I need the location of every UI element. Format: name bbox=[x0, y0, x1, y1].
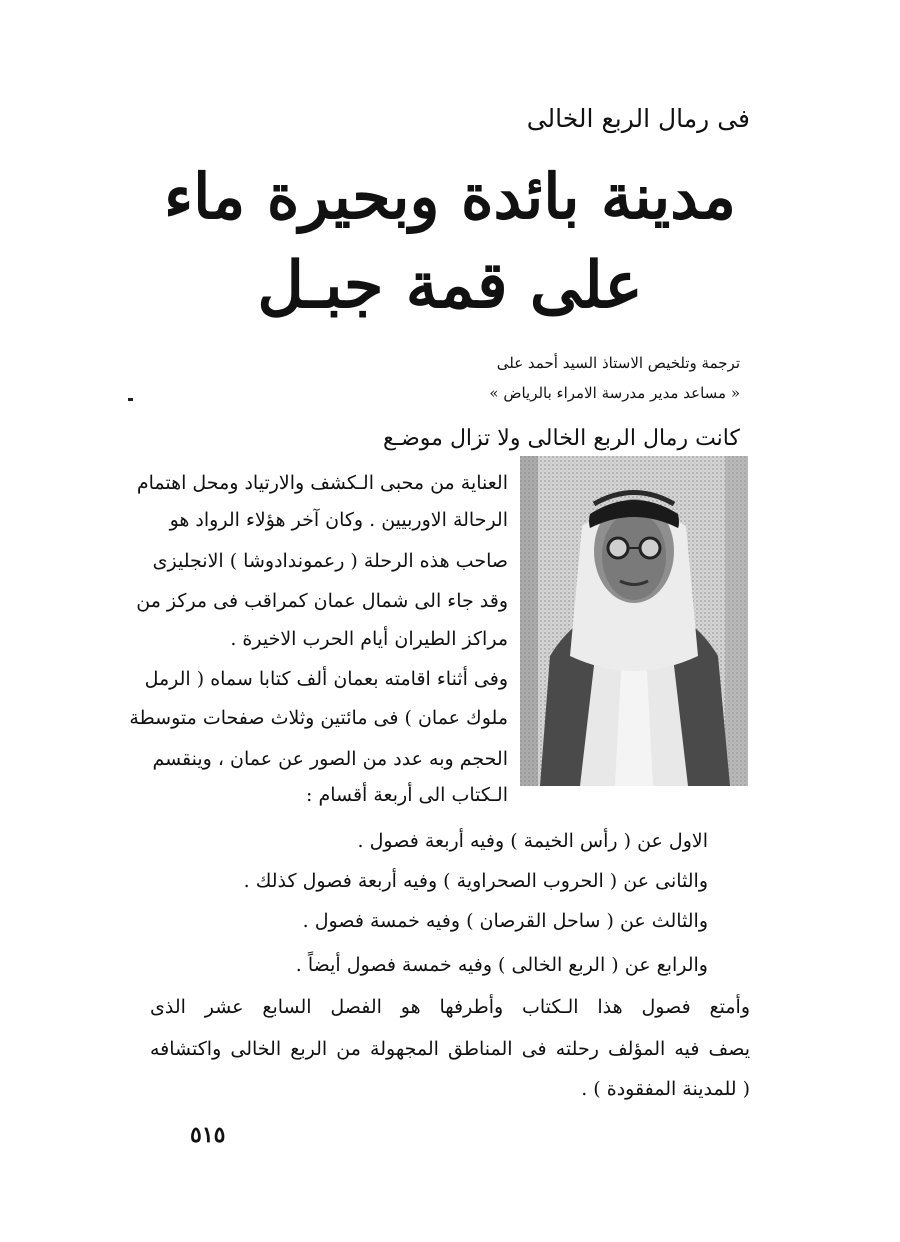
body-line: الحجم وبه عدد من الصور عن عمان ، وينقسم bbox=[152, 748, 508, 770]
body-line: وأمتع فصول هذا الـكتاب وأطرفها هو الفصل السابع عشر الذى bbox=[150, 996, 750, 1018]
body-line: مراكز الطيران أيام الحرب الاخيرة . bbox=[230, 628, 508, 650]
body-line: ( للمدينة المفقودة ) . bbox=[581, 1078, 750, 1100]
translator-affiliation: « مساعد مدير مدرسة الامراء بالرياض » bbox=[489, 384, 740, 402]
body-line: صاحب هذه الرحلة ( رعموندادوشا ) الانجليزى bbox=[152, 550, 508, 572]
body-line: يصف فيه المؤلف رحلته فى المناطق المجهولة من الربع الخالى واكتشافه bbox=[150, 1038, 750, 1060]
page-number: ٥١٥ bbox=[190, 1122, 226, 1148]
body-line: وقد جاء الى شمال عمان كمراقب فى مركز من bbox=[136, 590, 508, 612]
body-line: والثانى عن ( الحروب الصحراوية ) وفيه أربعة فصول كذلك . bbox=[243, 870, 708, 892]
body-line: كانت رمال الربع الخالى ولا تزال موضـع bbox=[382, 426, 740, 451]
body-line: وفى أثناء اقامته بعمان ألف كتابا سماه ( الرمل bbox=[144, 668, 508, 690]
print-speck bbox=[128, 398, 133, 401]
body-line: الاول عن ( رأس الخيمة ) وفيه أربعة فصول . bbox=[357, 830, 708, 852]
body-line: ملوك عمان ) فى مائتين وثلاث صفحات متوسطة bbox=[129, 707, 508, 729]
body-line: العناية من محبى الـكشف والارتياد ومحل اهتمام bbox=[136, 472, 508, 494]
body-line: والرابع عن ( الربع الخالى ) وفيه خمسة فصول أيضاً . bbox=[295, 954, 708, 976]
body-line: والثالث عن ( ساحل القرصان ) وفيه خمسة فصول . bbox=[302, 910, 708, 932]
translator-credit: ترجمة وتلخيص الاستاذ السيد أحمد على bbox=[496, 354, 740, 372]
body-line: الـكتاب الى أربعة أقسام : bbox=[306, 784, 508, 806]
article-title-line-1: مدينة بائدة وبحيرة ماء bbox=[163, 160, 737, 233]
portrait-photo-icon bbox=[520, 456, 748, 786]
body-line: الرحالة الاوربيين . وكان آخر هؤلاء الرواد هو bbox=[169, 509, 508, 531]
section-header: فى رمال الربع الخالى bbox=[526, 104, 750, 133]
article-title-line-2: على قمة جبـل bbox=[257, 248, 643, 323]
